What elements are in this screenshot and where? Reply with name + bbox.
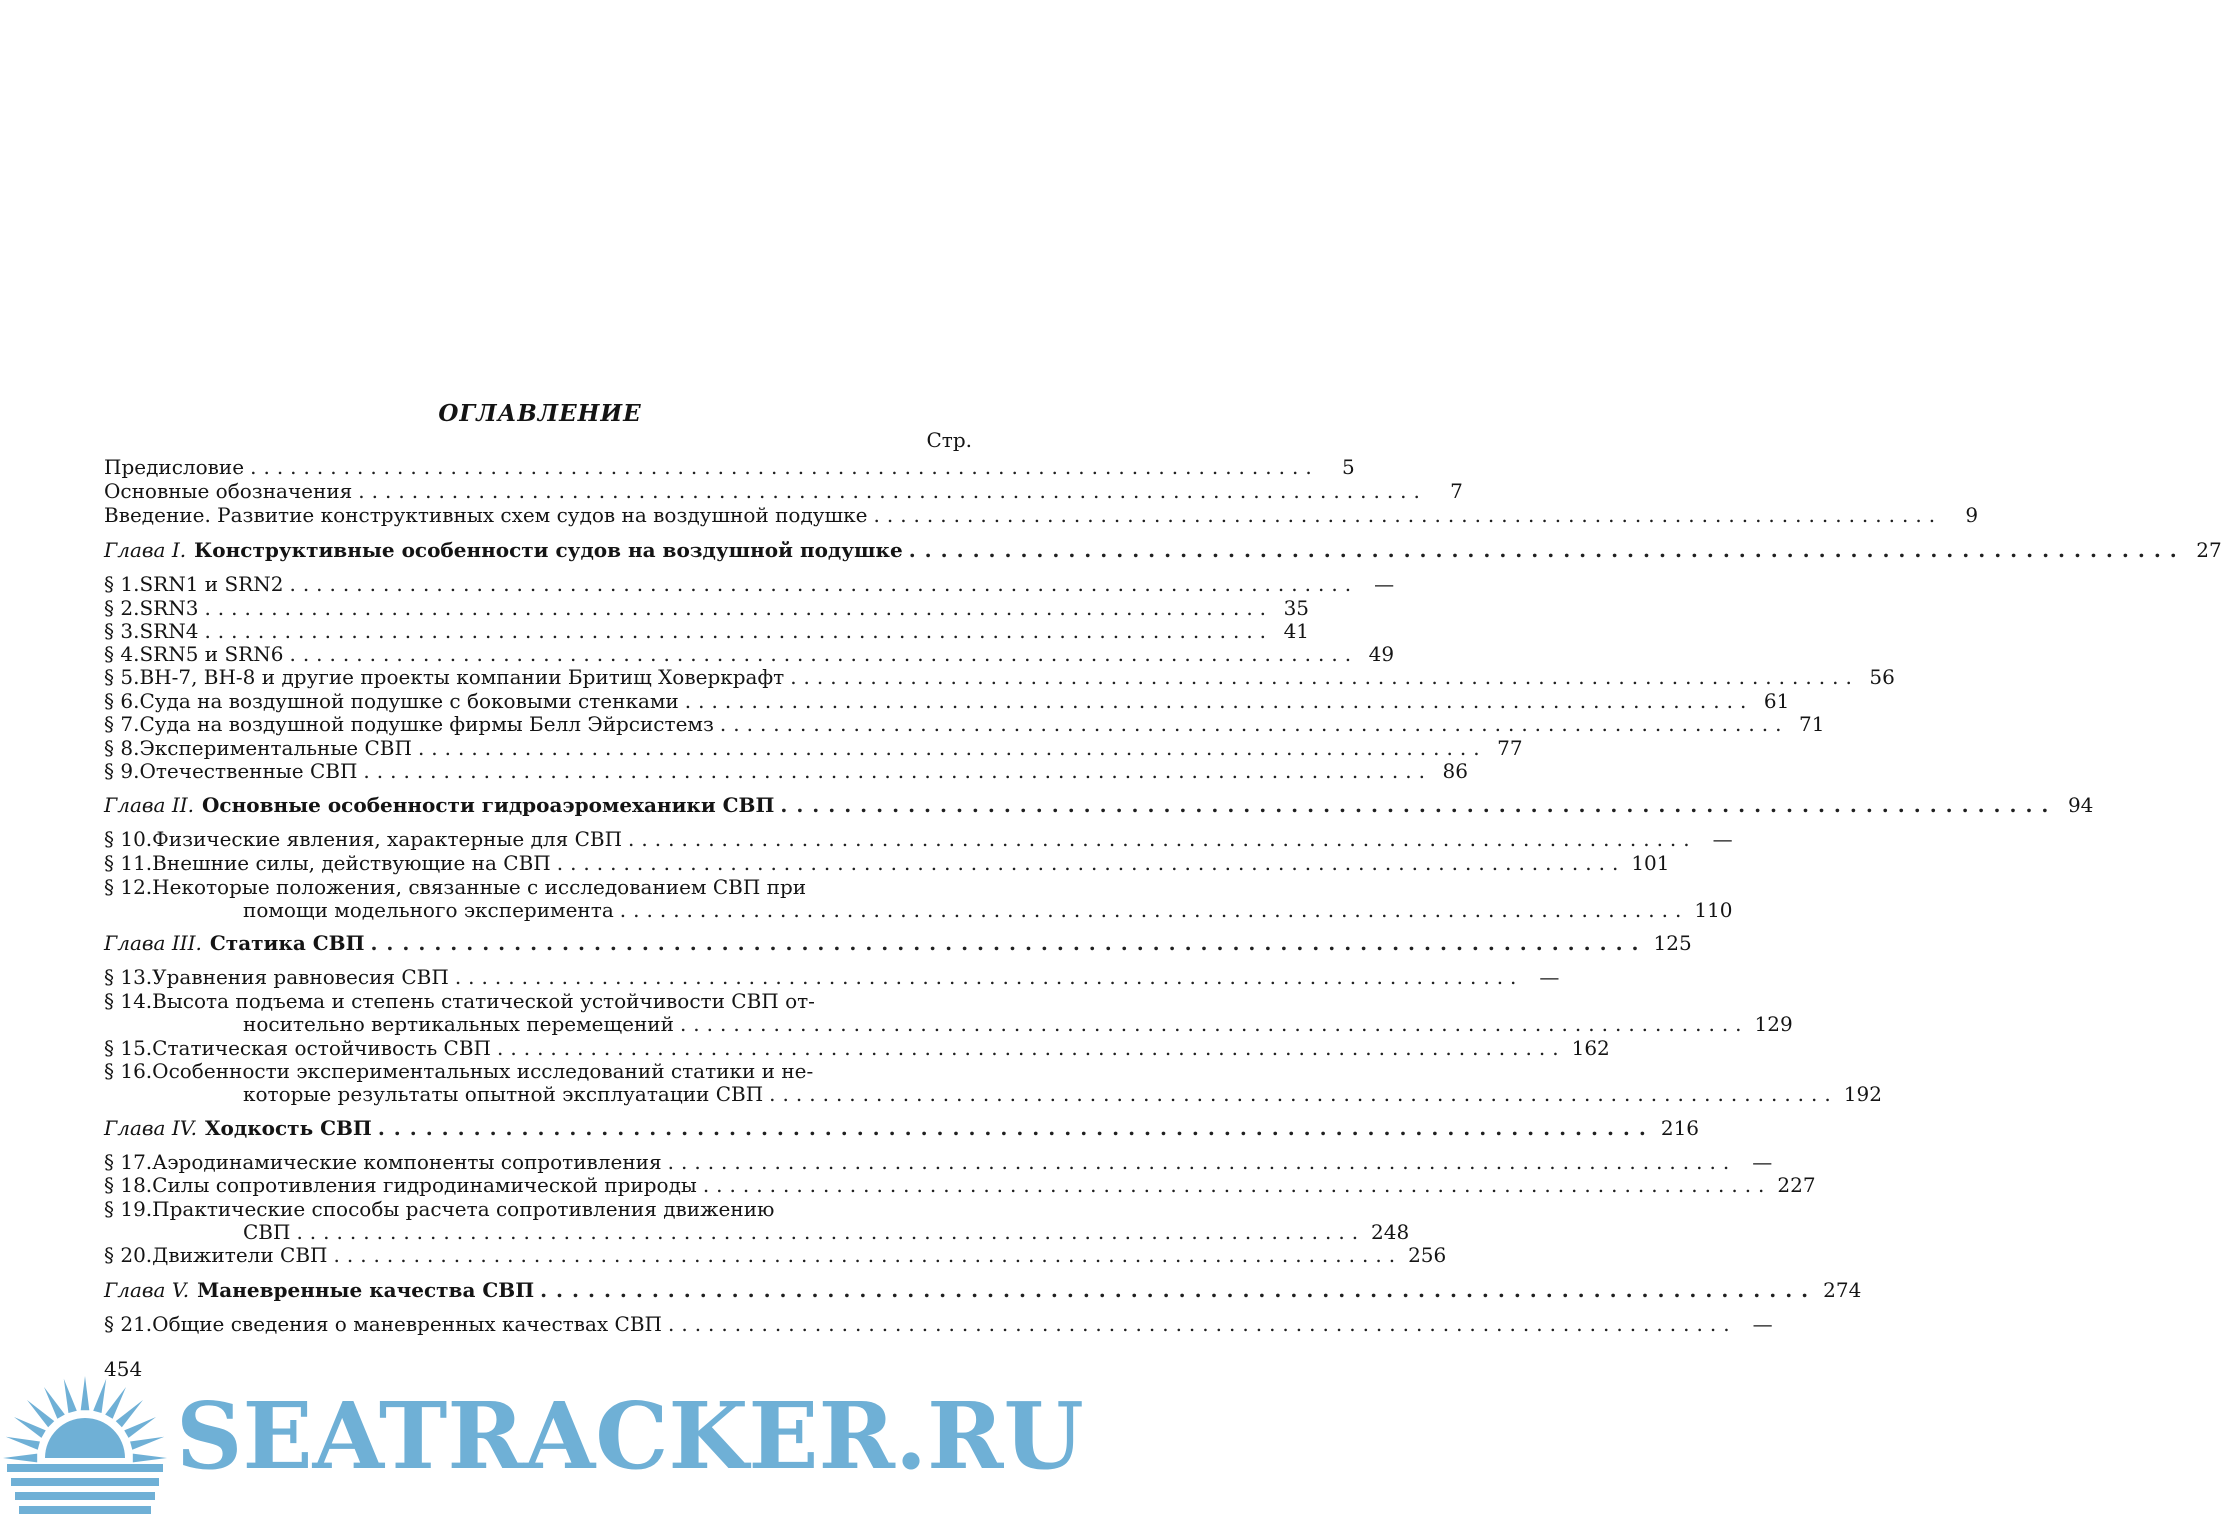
dot-leader: ................................................................................ <box>790 665 1859 689</box>
section-number: § 2. <box>104 596 140 620</box>
entry-title: Силы сопротивления гидродинамической природы <box>152 1173 697 1197</box>
entry-title: Суда на воздушной подушке фирмы Белл Эйрсистемз <box>139 712 714 736</box>
entry-page: 49 <box>1368 642 1395 666</box>
dot-leader: ................................................................................ <box>204 596 1274 620</box>
chapter-label: Глава III. <box>104 931 202 955</box>
entry-page: 41 <box>1283 619 1310 643</box>
entry-title: SRN5 и SRN6 <box>139 642 284 666</box>
dot-leader: ................................................................................ <box>289 572 1359 596</box>
toc-section-row[interactable] <box>104 1197 972 1221</box>
chapter-label: Глава IV. <box>104 1116 198 1140</box>
dot-leader: ................................................................................ <box>667 1150 1737 1174</box>
toc-section-row[interactable] <box>104 642 1395 666</box>
dot-leader: ................................................................................ <box>667 1312 1737 1336</box>
dot-leader: ................................................................................ <box>540 1278 1818 1302</box>
dot-leader: ................................................................................ <box>780 793 2058 817</box>
sun-ray <box>6 1437 40 1450</box>
sun-disc <box>45 1418 125 1458</box>
section-number: § 11. <box>104 851 153 875</box>
entry-page: 27 <box>2196 538 2222 562</box>
entry-title: Маневренные качества СВП <box>197 1278 535 1302</box>
entry-title: Ходкость СВП <box>205 1116 372 1140</box>
dot-leader: ................................................................................ <box>204 619 1274 643</box>
toc-section-row[interactable] <box>104 572 1395 596</box>
horizon-stripe <box>15 1492 155 1500</box>
dot-leader: ................................................................................ <box>497 1036 1566 1060</box>
entry-page: — <box>1752 1150 1773 1174</box>
page-number: 454 <box>104 1357 143 1381</box>
entry-page: 256 <box>1408 1243 1447 1267</box>
sun-ray <box>124 1417 156 1438</box>
toc-section-row[interactable] <box>104 759 1468 783</box>
entry-page: 129 <box>1754 1012 1793 1036</box>
toc-front-row[interactable] <box>104 503 1979 527</box>
toc-section-row[interactable] <box>104 1150 1773 1174</box>
entry-title: Внешние силы, действующие на СВП <box>152 851 551 875</box>
entry-page: 248 <box>1371 1220 1410 1244</box>
toc-chapter-row[interactable] <box>104 538 2222 562</box>
toc-section-row[interactable] <box>104 875 972 899</box>
section-number: § 19. <box>104 1197 153 1221</box>
entry-title: Основные обозначения <box>104 479 353 503</box>
toc-section-row[interactable] <box>104 712 1825 736</box>
section-number: § 8. <box>104 736 140 760</box>
page-column-label: Стр. <box>926 428 972 452</box>
entry-page: 192 <box>1843 1082 1882 1106</box>
dot-leader: ................................................................................ <box>417 736 1487 760</box>
entry-title: SRN4 <box>139 619 199 643</box>
toc-section-row[interactable] <box>104 1312 1773 1336</box>
entry-page: 7 <box>1450 479 1463 503</box>
entry-page: 162 <box>1571 1036 1610 1060</box>
dot-leader: ................................................................................ <box>454 965 1524 989</box>
entry-title: Отечественные СВП <box>139 759 358 783</box>
entry-page: 101 <box>1631 851 1670 875</box>
sun-ray <box>64 1379 77 1413</box>
entry-title: носительно вертикальных перемещений <box>243 1012 674 1036</box>
toc-chapter-row[interactable] <box>104 793 2094 817</box>
dot-leader: ................................................................................ <box>556 851 1626 875</box>
toc-section-row[interactable] <box>104 827 1733 851</box>
dot-leader: ................................................................................ <box>679 1012 1749 1036</box>
toc-section-row[interactable] <box>104 689 1790 713</box>
horizon-stripe <box>11 1478 159 1486</box>
toc-section-row[interactable] <box>104 736 1523 760</box>
dot-leader: ................................................................................ <box>908 538 2186 562</box>
entry-title: Движители СВП <box>152 1243 328 1267</box>
entry-title: Общие сведения о маневренных качествах СВП <box>152 1312 662 1336</box>
sun-ray <box>130 1437 164 1450</box>
toc-continuation-row[interactable] <box>243 1220 1410 1244</box>
entry-page: 61 <box>1763 689 1790 713</box>
toc-front-row[interactable] <box>104 479 1463 503</box>
dot-leader: ................................................................................ <box>289 642 1359 666</box>
entry-title: Введение. Развитие конструктивных схем судов на воздушной подушке <box>104 503 868 527</box>
toc-chapter-row[interactable] <box>104 931 1692 955</box>
sun-ray <box>3 1454 37 1463</box>
toc-continuation-row[interactable] <box>243 898 1733 922</box>
dot-leader: ................................................................................ <box>370 931 1648 955</box>
entry-title: Практические способы расчета сопротивления движению <box>152 1197 775 1221</box>
toc-chapter-row[interactable] <box>104 1278 1862 1302</box>
entry-page: 5 <box>1341 455 1355 479</box>
dot-leader: ................................................................................ <box>702 1173 1772 1197</box>
toc-continuation-row[interactable] <box>243 1082 1882 1106</box>
toc-section-row[interactable] <box>104 965 1560 989</box>
entry-page: — <box>1752 1312 1773 1336</box>
dot-leader: ................................................................................ <box>873 503 1943 527</box>
entry-title: ВН-7, ВН-8 и другие проекты компании Бритищ Ховеркрафт <box>139 665 785 689</box>
entry-title: СВП <box>243 1220 291 1244</box>
section-number: § 9. <box>104 759 140 783</box>
dot-leader: ................................................................................ <box>358 479 1427 503</box>
section-number: § 21. <box>104 1312 153 1336</box>
dot-leader: ................................................................................ <box>619 898 1689 922</box>
dot-leader: ................................................................................ <box>628 827 1697 851</box>
toc-section-row[interactable] <box>104 1243 1447 1267</box>
toc-section-row[interactable] <box>104 989 972 1013</box>
entry-page: — <box>1712 827 1733 851</box>
section-number: § 6. <box>104 689 140 713</box>
toc-continuation-row[interactable] <box>243 1012 1793 1036</box>
section-number: § 17. <box>104 1150 153 1174</box>
section-number: § 14. <box>104 989 153 1013</box>
dot-leader: ................................................................................ <box>333 1243 1403 1267</box>
entry-title: Физические явления, характерные для СВП <box>152 827 623 851</box>
section-number: § 18. <box>104 1173 153 1197</box>
horizon-stripe <box>19 1506 151 1514</box>
entry-title: Экспериментальные СВП <box>139 736 412 760</box>
entry-title: Статическая остойчивость СВП <box>152 1036 491 1060</box>
sun-ray <box>116 1400 143 1427</box>
chapter-label: Глава II. <box>104 793 194 817</box>
entry-title: Основные особенности гидроаэромеханики СВП <box>201 793 775 817</box>
dot-leader: ................................................................................ <box>719 712 1789 736</box>
toc-section-row[interactable] <box>104 596 1310 620</box>
section-number: § 3. <box>104 619 140 643</box>
entry-page: 274 <box>1823 1278 1862 1302</box>
toc-chapter-row[interactable] <box>104 1116 1700 1140</box>
sun-ray <box>27 1400 54 1427</box>
sun-ray <box>105 1387 126 1419</box>
entry-page: 56 <box>1869 665 1895 689</box>
dot-leader: ................................................................................ <box>769 1082 1838 1106</box>
entry-page: 227 <box>1777 1173 1816 1197</box>
chapter-label: Глава I. <box>104 538 187 562</box>
entry-page: 35 <box>1283 596 1310 620</box>
toc-title: ОГЛАВЛЕНИЕ <box>438 400 642 427</box>
section-number: § 15. <box>104 1036 153 1060</box>
entry-title: помощи модельного эксперимента <box>243 898 614 922</box>
sun-ray <box>14 1417 46 1438</box>
entry-title: Аэродинамические компоненты сопротивления <box>152 1150 662 1174</box>
entry-title: SRN1 и SRN2 <box>139 572 284 596</box>
section-number: § 20. <box>104 1243 153 1267</box>
entry-page: 125 <box>1653 931 1692 955</box>
section-number: § 13. <box>104 965 153 989</box>
entry-title: SRN3 <box>139 596 199 620</box>
dot-leader: ................................................................................ <box>377 1116 1655 1140</box>
section-number: § 7. <box>104 712 140 736</box>
toc-section-row[interactable] <box>104 851 1670 875</box>
chapter-label: Глава V. <box>104 1278 190 1302</box>
entry-page: — <box>1374 572 1395 596</box>
entry-page: 216 <box>1660 1116 1700 1140</box>
sun-ray <box>133 1454 167 1463</box>
entry-page: 86 <box>1442 759 1468 783</box>
dot-leader: ................................................................................ <box>296 1220 1366 1244</box>
entry-title: Конструктивные особенности судов на воздушной подушке <box>194 538 903 562</box>
section-number: § 4. <box>104 642 140 666</box>
watermark-text: SEATRACKER.RU <box>176 1382 1084 1490</box>
toc-section-row[interactable] <box>104 1036 1610 1060</box>
sun-icon <box>3 1376 167 1514</box>
section-number: § 5. <box>104 665 140 689</box>
entry-title: Некоторые положения, связанные с исследованием СВП при <box>152 875 807 899</box>
sun-ray <box>81 1376 90 1410</box>
sun-ray <box>44 1387 65 1419</box>
entry-page: 110 <box>1694 898 1733 922</box>
toc-section-row[interactable] <box>104 1173 1816 1197</box>
horizon-stripe <box>7 1464 163 1472</box>
sun-ray <box>93 1379 106 1413</box>
entry-page: 9 <box>1965 503 1979 527</box>
section-number: § 10. <box>104 827 153 851</box>
entry-title: Уравнения равновесия СВП <box>152 965 449 989</box>
section-number: § 12. <box>104 875 153 899</box>
dot-leader: ................................................................................ <box>363 759 1432 783</box>
entry-title: Статика СВП <box>209 931 365 955</box>
entry-page: — <box>1539 965 1560 989</box>
dot-leader: ................................................................................ <box>250 455 1319 479</box>
toc-front-row[interactable] <box>104 455 1355 479</box>
dot-leader: ................................................................................ <box>684 689 1754 713</box>
entry-title: которые результаты опытной эксплуатации СВП <box>243 1082 764 1106</box>
toc-section-row[interactable] <box>104 619 1310 643</box>
entry-title: Особенности экспериментальных исследований статики и не- <box>152 1059 814 1083</box>
section-number: § 1. <box>104 572 140 596</box>
toc-section-row[interactable] <box>104 665 1895 689</box>
entry-page: 94 <box>2067 793 2094 817</box>
entry-title: Высота подъема и степень статической устойчивости СВП от- <box>152 989 815 1013</box>
section-number: § 16. <box>104 1059 153 1083</box>
toc-section-row[interactable] <box>104 1059 972 1083</box>
entry-title: Суда на воздушной подушке с боковыми стенками <box>139 689 679 713</box>
entry-page: 71 <box>1799 712 1825 736</box>
entry-page: 77 <box>1497 736 1523 760</box>
entry-title: Предисловие <box>104 455 245 479</box>
